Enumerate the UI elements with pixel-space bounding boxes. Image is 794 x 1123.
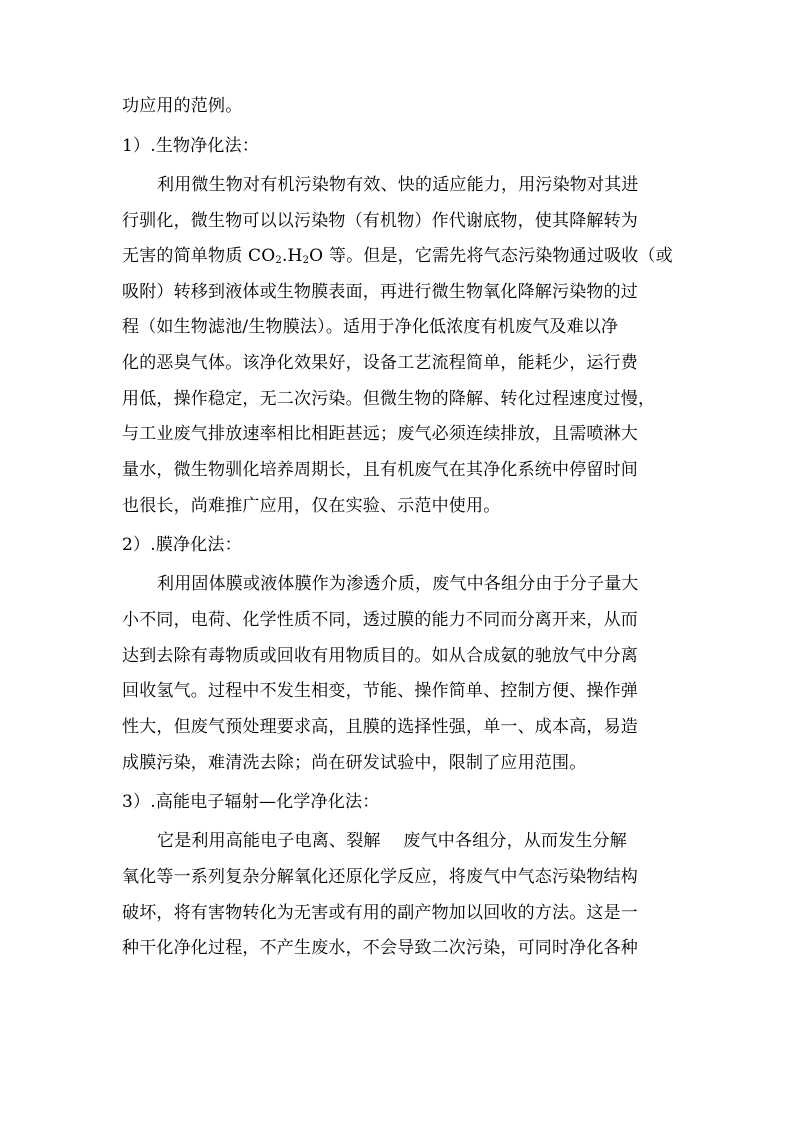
formula-h2o-subscript: 2 [302,255,310,266]
text-line: 回收氢气。过程中不发生相变，节能、操作简单、控制方便、操作弹 [122,681,638,701]
text-line: 程（如生物滤池/生物膜法）。适用于净化低浓度有机废气及难以净 [122,317,619,337]
text-line: 量水，微生物驯化培养周期长，且有机废气在其净化系统中停留时间 [122,460,638,480]
text-line: 功应用的范例。 [122,96,243,116]
section-heading-biological: 1）.生物净化法： [122,136,260,156]
section-heading-membrane: 2）.膜净化法： [122,535,242,555]
text-line: 行驯化，微生物可以以污染物（有机物）作代谢底物，使其降解转为 [122,211,638,231]
text-line: 吸附）转移到液体或生物膜表面，再进行微生物氧化降解污染物的过 [122,282,638,302]
text-line: 破坏，将有害物转化为无害或有用的副产物加以回收的方法。这是一 [122,903,638,923]
text-line: 种干化净化过程，不产生废水，不会导致二次污染，可同时净化各种 [122,938,638,958]
text-line: 利用固体膜或液体膜作为渗透介质，废气中各组分由于分子量大 [157,574,639,594]
text-line: 用低，操作稳定，无二次污染。但微生物的降解、转化过程速度过慢， [122,389,656,409]
text-line-with-formula [122,245,682,267]
text-line: 与工业废气排放速率相比相距甚远；废气必须连续排放，且需喷淋大 [122,424,638,444]
text-segment: O 等。但是，它需先将气态污染物通过吸收（或 [309,246,673,266]
text-line: 它是利用高能电子电离、裂解 废气中各组分，从而发生分解 [157,831,628,851]
text-line: 达到去除有毒物质或回收有用物质目的。如从合成氨的驰放气中分离 [122,646,638,666]
text-line: 也很长，尚难推广应用，仅在实验、示范中使用。 [122,496,501,516]
section-heading-electron-radiation: 3）.高能电子辐射—化学净化法： [122,792,380,812]
text-segment: 无害的简单物质 [122,246,249,266]
text-line: 性大，但废气预处理要求高，且膜的选择性强，单一、成本高，易造 [122,717,638,737]
formula-co2-subscript: 2 [275,255,282,266]
formula-co2-symbol: CO [248,246,276,266]
text-line: 化的恶臭气体。该净化效果好，设备工艺流程简单，能耗少，运行费 [122,353,638,373]
text-line: 小不同，电荷、化学性质不同，透过膜的能力不同而分离开来，从而 [122,610,638,630]
formula-h2o-symbol: .H [281,246,303,266]
text-line: 氧化等一系列复杂分解氧化还原化学反应，将废气中气态污染物结构 [122,867,638,887]
text-line: 利用微生物对有机污染物有效、快的适应能力，用污染物对其进 [157,175,639,195]
text-line: 成膜污染，难清洗去除；尚在研发试验中，限制了应用范围。 [122,753,587,773]
